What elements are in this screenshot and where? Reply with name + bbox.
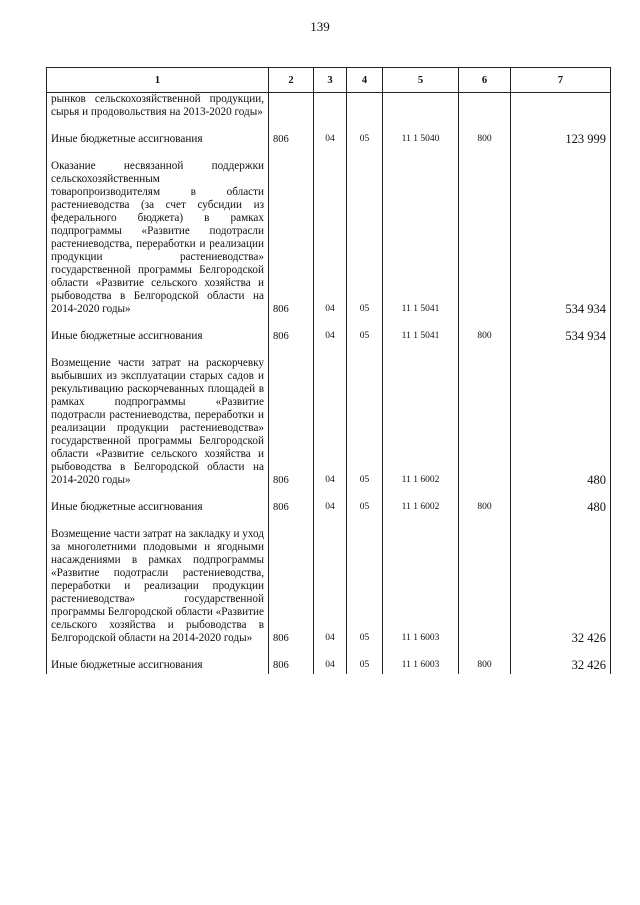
target-article-code: 11 1 6002: [383, 355, 459, 489]
grbs-code: 806: [269, 526, 314, 647]
grbs-code: 806: [269, 657, 314, 674]
amount: 480: [511, 499, 611, 516]
item-name: Оказание несвязанной поддержки сельскохозяйственным товаропроизводителям в области растениеводства (за счет субсидии из федерального бюджета) в рамках подпрограммы «Развитие подотрасли растениеводства, переработки и реализации продукции растениеводства» государственной программы Белгородской области «Развитие сельского хозяйства и рыбоводства в Белгородской области на 2014-2020 годы»: [47, 158, 269, 318]
table-row: [47, 158, 611, 318]
amount: 480: [511, 355, 611, 489]
column-header: 4: [347, 68, 383, 93]
column-header: 2: [269, 68, 314, 93]
table-row: [47, 131, 611, 148]
target-article-code: 11 1 6003: [383, 657, 459, 674]
expense-type-code: [459, 355, 511, 489]
table-row: [47, 499, 611, 516]
section-code: 04: [314, 328, 347, 345]
column-header: 7: [511, 68, 611, 93]
grbs-code: 806: [269, 499, 314, 516]
section-code: 04: [314, 355, 347, 489]
item-name: Возмещение части затрат на закладку и уход за многолетними плодовыми и ягодными насаждениями в рамках подпрограммы «Развитие подотрасли растениеводства, переработки и реализации продукции растениеводства» государственной программы Белгородской области «Развитие сельского хозяйства и рыбоводства в Белгородской области на 2014-2020 годы»: [47, 526, 269, 647]
section-code: 04: [314, 131, 347, 148]
item-name: Возмещение части затрат на раскорчевку выбывших из эксплуатации старых садов и рекультивацию раскорчеванных площадей в рамках подпрограммы «Развитие подотрасли растениеводства, переработки и реализации продукции растениеводства» государственной программы Белгородской области «Развитие сельского хозяйства и рыбоводства в Белгородской области на 2014-2020 годы»: [47, 355, 269, 489]
page-number: 139: [310, 19, 330, 34]
grbs-code: 806: [269, 328, 314, 345]
table-row: [47, 657, 611, 674]
target-article-code: [383, 93, 459, 122]
grbs-code: 806: [269, 131, 314, 148]
amount: 534 934: [511, 158, 611, 318]
subsection-code: 05: [347, 526, 383, 647]
column-header: 1: [47, 68, 269, 93]
expense-type-code: 800: [459, 131, 511, 148]
amount: 32 426: [511, 657, 611, 674]
target-article-code: 11 1 5041: [383, 158, 459, 318]
item-name: Иные бюджетные ассигнования: [47, 131, 269, 148]
amount: 32 426: [511, 526, 611, 647]
expense-type-code: [459, 526, 511, 647]
section-code: 04: [314, 657, 347, 674]
budget-table: [46, 67, 611, 674]
item-name: Иные бюджетные ассигнования: [47, 657, 269, 674]
section-code: [314, 93, 347, 122]
target-article-code: 11 1 6002: [383, 499, 459, 516]
table-header-row: [47, 68, 611, 93]
grbs-code: [269, 93, 314, 122]
section-code: 04: [314, 526, 347, 647]
amount: [511, 93, 611, 122]
expense-type-code: [459, 93, 511, 122]
item-name: Иные бюджетные ассигнования: [47, 499, 269, 516]
subsection-code: 05: [347, 657, 383, 674]
target-article-code: 11 1 5041: [383, 328, 459, 345]
subsection-code: [347, 93, 383, 122]
table-row: [47, 355, 611, 489]
subsection-code: 05: [347, 131, 383, 148]
expense-type-code: 800: [459, 328, 511, 345]
expense-type-code: 800: [459, 499, 511, 516]
table-row: [47, 93, 611, 122]
item-name: рынков сельскохозяйственной продукции, сырья и продовольствия на 2013-2020 годы»: [47, 93, 269, 122]
table-row: [47, 328, 611, 345]
column-header: 6: [459, 68, 511, 93]
section-code: 04: [314, 499, 347, 516]
item-name: Иные бюджетные ассигнования: [47, 328, 269, 345]
section-code: 04: [314, 158, 347, 318]
target-article-code: 11 1 5040: [383, 131, 459, 148]
expense-type-code: 800: [459, 657, 511, 674]
target-article-code: 11 1 6003: [383, 526, 459, 647]
expense-type-code: [459, 158, 511, 318]
amount: 534 934: [511, 328, 611, 345]
amount: 123 999: [511, 131, 611, 148]
subsection-code: 05: [347, 328, 383, 345]
column-header: 5: [383, 68, 459, 93]
grbs-code: 806: [269, 158, 314, 318]
table-row: [47, 526, 611, 647]
subsection-code: 05: [347, 158, 383, 318]
grbs-code: 806: [269, 355, 314, 489]
column-header: 3: [314, 68, 347, 93]
subsection-code: 05: [347, 355, 383, 489]
subsection-code: 05: [347, 499, 383, 516]
